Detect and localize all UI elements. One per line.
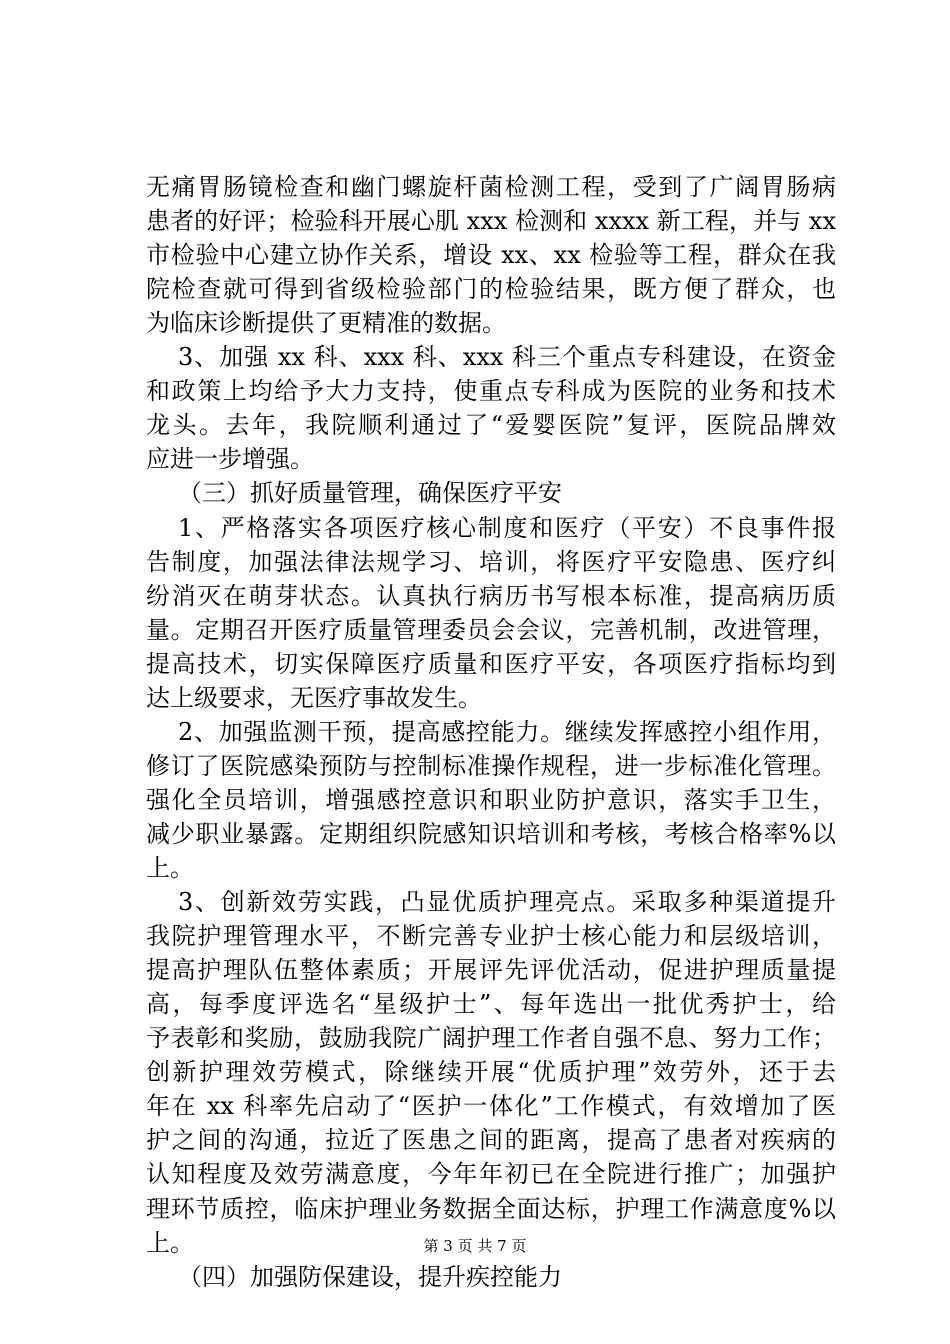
text-line: 理环节质控，临床护理业务数据全面达标，护理工作满意度%以 — [146, 1195, 836, 1223]
text-line: 我院护理管理水平，不断完善专业护士核心能力和层级培训， — [146, 922, 836, 950]
text-line: 达上级要求，无医疗事故发生。 — [146, 684, 482, 712]
text-line: 市检验中心建立协作关系，增设 xx、xx 检验等工程，群众在我 — [146, 241, 836, 269]
text-line: 应进一步增强。 — [146, 445, 314, 473]
text-line: 纷消灭在萌芽状态。认真执行病历书写根本标准，提高病历质 — [146, 582, 836, 610]
text-line: 2、加强监测干预，提高感控能力。继续发挥感控小组作用， — [178, 718, 836, 746]
page-number: 第 3 页 共 7 页 — [423, 1237, 527, 1255]
text-line: 量。定期召开医疗质量管理委员会会议，完善机制，改进管理， — [146, 616, 836, 644]
text-line: 高，每季度评选名“星级护士”、每年选出一批优秀护士，给 — [146, 990, 836, 1018]
text-line: 提高护理队伍整体素质；开展评先评优活动，促进护理质量提 — [146, 956, 836, 984]
text-line: 1、严格落实各项医疗核心制度和医疗（平安）不良事件报 — [178, 514, 836, 542]
text-line: 为临床诊断提供了更精准的数据。 — [146, 309, 506, 337]
section-heading: （三）抓好质量管理，确保医疗平安 — [178, 479, 562, 507]
text-line: 强化全员培训，增强感控意识和职业防护意识，落实手卫生， — [146, 786, 836, 814]
text-line: 修订了医院感染预防与控制标准操作规程，进一步标准化管理。 — [146, 752, 836, 780]
text-line: 和政策上均给予大力支持，使重点专科成为医院的业务和技术 — [146, 377, 836, 405]
text-line: 予表彰和奖励，鼓励我院广阔护理工作者自强不息、努力工作； — [146, 1024, 836, 1052]
text-line: 提高技术，切实保障医疗质量和医疗平安，各项医疗指标均到 — [146, 650, 836, 678]
section-heading: （四）加强防保建设，提升疾控能力 — [178, 1263, 562, 1291]
text-line: 上。 — [146, 854, 194, 882]
text-line: 院检查就可得到省级检验部门的检验结果，既方便了群众，也 — [146, 275, 836, 303]
text-line: 创新护理效劳模式，除继续开展“优质护理”效劳外，还于去 — [146, 1058, 836, 1086]
text-line: 上。 — [146, 1229, 194, 1257]
text-line: 认知程度及效劳满意度，今年年初已在全院进行推广；加强护 — [146, 1160, 836, 1188]
text-line: 3、创新效劳实践，凸显优质护理亮点。采取多种渠道提升 — [178, 888, 836, 916]
text-line: 无痛胃肠镜检查和幽门螺旋杆菌检测工程，受到了广阔胃肠病 — [146, 173, 836, 201]
text-line: 3、加强 xx 科、xxx 科、xxx 科三个重点专科建设，在资金 — [178, 343, 836, 371]
text-line: 护之间的沟通，拉近了医患之间的距离，提高了患者对疾病的 — [146, 1126, 836, 1154]
text-line: 减少职业暴露。定期组织院感知识培训和考核，考核合格率%以 — [146, 820, 836, 848]
text-line: 年在 xx 科率先启动了“医护一体化”工作模式，有效增加了医 — [146, 1092, 836, 1120]
text-line: 患者的好评；检验科开展心肌 xxx 检测和 xxxx 新工程，并与 xx — [146, 207, 836, 235]
text-line: 告制度，加强法律法规学习、培训，将医疗平安隐患、医疗纠 — [146, 548, 836, 576]
text-line: 龙头。去年，我院顺利通过了“爱婴医院”复评，医院品牌效 — [146, 411, 836, 439]
